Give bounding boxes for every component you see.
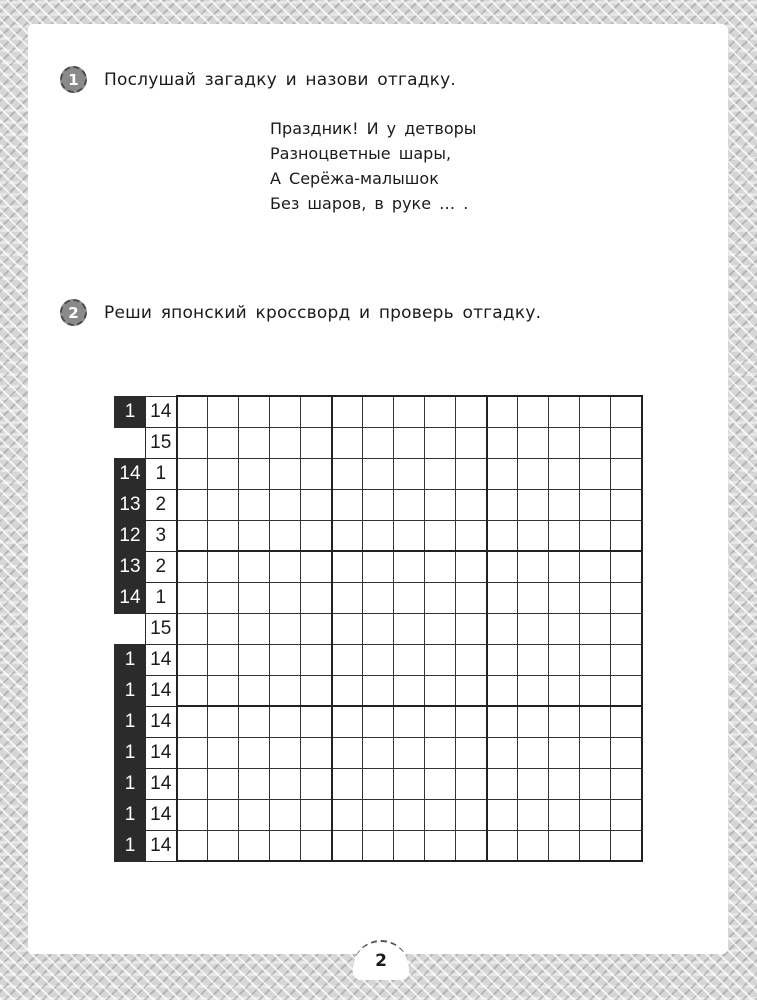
grid-cell[interactable] xyxy=(301,706,332,737)
grid-cell[interactable] xyxy=(518,737,549,768)
grid-cell[interactable] xyxy=(177,613,208,644)
grid-cell[interactable] xyxy=(456,458,487,489)
grid-cell[interactable] xyxy=(394,799,425,830)
grid-cell[interactable] xyxy=(456,644,487,675)
grid-cell[interactable] xyxy=(177,830,208,861)
grid-cell[interactable] xyxy=(487,582,518,613)
grid-cell[interactable] xyxy=(301,520,332,551)
row-clue: 14 xyxy=(146,644,177,675)
grid-cell[interactable] xyxy=(270,737,301,768)
grid-cell[interactable] xyxy=(332,644,363,675)
grid-cell[interactable] xyxy=(580,644,611,675)
grid-cell[interactable] xyxy=(580,551,611,582)
grid-cell[interactable] xyxy=(208,706,239,737)
grid-cell[interactable] xyxy=(177,799,208,830)
grid-cell[interactable] xyxy=(270,613,301,644)
grid-cell[interactable] xyxy=(177,458,208,489)
grid-cell[interactable] xyxy=(270,458,301,489)
grid-cell[interactable] xyxy=(580,489,611,520)
grid-cell[interactable] xyxy=(394,644,425,675)
row-clue: 2 xyxy=(146,489,177,520)
grid-cell[interactable] xyxy=(208,799,239,830)
grid-cell[interactable] xyxy=(518,675,549,706)
crossword-row xyxy=(115,768,642,799)
grid-cell[interactable] xyxy=(239,675,270,706)
grid-cell[interactable] xyxy=(394,768,425,799)
grid-cell[interactable] xyxy=(580,706,611,737)
grid-cell[interactable] xyxy=(363,551,394,582)
grid-cell[interactable] xyxy=(177,644,208,675)
grid-cell[interactable] xyxy=(425,799,456,830)
grid-cell[interactable] xyxy=(363,675,394,706)
grid-cell[interactable] xyxy=(518,830,549,861)
grid-cell[interactable] xyxy=(456,582,487,613)
crossword-row xyxy=(115,551,642,582)
grid-cell[interactable] xyxy=(549,396,580,427)
row-clue: 14 xyxy=(115,582,146,613)
grid-cell[interactable] xyxy=(487,675,518,706)
grid-cell[interactable] xyxy=(611,737,642,768)
grid-cell[interactable] xyxy=(301,613,332,644)
poem-line: Разноцветные шары, xyxy=(270,144,452,163)
grid-cell[interactable] xyxy=(270,644,301,675)
grid-cell[interactable] xyxy=(239,830,270,861)
grid-cell[interactable] xyxy=(270,489,301,520)
grid-cell[interactable] xyxy=(394,520,425,551)
grid-cell[interactable] xyxy=(518,768,549,799)
grid-cell[interactable] xyxy=(270,768,301,799)
crossword-row xyxy=(115,675,642,706)
row-clue: 1 xyxy=(115,830,146,861)
row-clue: 15 xyxy=(146,613,177,644)
grid-cell[interactable] xyxy=(549,830,580,861)
crossword-grid xyxy=(114,395,643,862)
grid-cell[interactable] xyxy=(239,706,270,737)
grid-cell[interactable] xyxy=(208,582,239,613)
row-clue: 1 xyxy=(115,396,146,427)
grid-cell[interactable] xyxy=(208,613,239,644)
grid-cell[interactable] xyxy=(208,396,239,427)
grid-cell[interactable] xyxy=(270,427,301,458)
row-clue: 13 xyxy=(115,489,146,520)
task-2 xyxy=(60,299,541,326)
grid-cell[interactable] xyxy=(425,613,456,644)
grid-cell[interactable] xyxy=(518,458,549,489)
grid-cell[interactable] xyxy=(456,520,487,551)
grid-cell[interactable] xyxy=(208,427,239,458)
grid-cell[interactable] xyxy=(549,458,580,489)
grid-cell[interactable] xyxy=(425,644,456,675)
grid-cell[interactable] xyxy=(456,427,487,458)
grid-cell[interactable] xyxy=(487,489,518,520)
row-clue: 14 xyxy=(146,830,177,861)
crossword-row xyxy=(115,427,642,458)
grid-cell[interactable] xyxy=(518,520,549,551)
grid-cell[interactable] xyxy=(208,768,239,799)
grid-cell[interactable] xyxy=(456,768,487,799)
grid-cell[interactable] xyxy=(239,520,270,551)
grid-cell[interactable] xyxy=(239,644,270,675)
grid-cell[interactable] xyxy=(456,799,487,830)
grid-cell[interactable] xyxy=(456,551,487,582)
grid-cell[interactable] xyxy=(332,582,363,613)
grid-cell[interactable] xyxy=(363,427,394,458)
grid-cell[interactable] xyxy=(394,613,425,644)
crossword-row xyxy=(115,613,642,644)
grid-cell[interactable] xyxy=(611,799,642,830)
grid-cell[interactable] xyxy=(177,706,208,737)
empty-clue-slot xyxy=(115,613,146,644)
crossword-row xyxy=(115,396,642,427)
grid-cell[interactable] xyxy=(208,489,239,520)
grid-cell[interactable] xyxy=(208,675,239,706)
grid-cell[interactable] xyxy=(239,613,270,644)
grid-cell[interactable] xyxy=(425,830,456,861)
crossword-row xyxy=(115,737,642,768)
grid-cell[interactable] xyxy=(177,768,208,799)
grid-cell[interactable] xyxy=(208,458,239,489)
grid-cell[interactable] xyxy=(332,706,363,737)
grid-cell[interactable] xyxy=(549,799,580,830)
row-clue: 12 xyxy=(115,520,146,551)
grid-cell[interactable] xyxy=(487,551,518,582)
grid-cell[interactable] xyxy=(611,706,642,737)
row-clue: 14 xyxy=(146,768,177,799)
grid-cell[interactable] xyxy=(580,737,611,768)
grid-cell[interactable] xyxy=(363,582,394,613)
grid-cell[interactable] xyxy=(425,706,456,737)
row-clue: 13 xyxy=(115,551,146,582)
grid-cell[interactable] xyxy=(332,458,363,489)
task-instruction: Реши японский кроссворд и проверь отгадку. xyxy=(104,302,542,323)
row-clue: 14 xyxy=(146,706,177,737)
grid-cell[interactable] xyxy=(425,551,456,582)
grid-cell[interactable] xyxy=(456,675,487,706)
crossword-row xyxy=(115,706,642,737)
grid-cell[interactable] xyxy=(208,520,239,551)
grid-cell[interactable] xyxy=(611,644,642,675)
grid-cell[interactable] xyxy=(518,396,549,427)
row-clue: 2 xyxy=(146,551,177,582)
grid-cell[interactable] xyxy=(425,396,456,427)
japanese-crossword xyxy=(114,395,643,862)
grid-cell[interactable] xyxy=(301,489,332,520)
crossword-row xyxy=(115,799,642,830)
crossword-row xyxy=(115,582,642,613)
crossword-row xyxy=(115,830,642,861)
grid-cell[interactable] xyxy=(208,737,239,768)
grid-cell[interactable] xyxy=(487,799,518,830)
grid-cell[interactable] xyxy=(580,427,611,458)
grid-cell[interactable] xyxy=(177,520,208,551)
grid-cell[interactable] xyxy=(363,737,394,768)
poem-line: Праздник! И у детворы xyxy=(270,119,477,138)
grid-cell[interactable] xyxy=(425,737,456,768)
grid-cell[interactable] xyxy=(518,613,549,644)
grid-cell[interactable] xyxy=(611,520,642,551)
grid-cell[interactable] xyxy=(301,675,332,706)
grid-cell[interactable] xyxy=(425,489,456,520)
grid-cell[interactable] xyxy=(580,675,611,706)
grid-cell[interactable] xyxy=(425,427,456,458)
grid-cell[interactable] xyxy=(332,675,363,706)
grid-cell[interactable] xyxy=(239,427,270,458)
grid-cell[interactable] xyxy=(580,768,611,799)
poem-line: А Серёжа-малышок xyxy=(270,169,439,188)
row-clue: 15 xyxy=(146,427,177,458)
grid-cell[interactable] xyxy=(270,675,301,706)
grid-cell[interactable] xyxy=(394,582,425,613)
grid-cell[interactable] xyxy=(487,427,518,458)
grid-cell[interactable] xyxy=(518,427,549,458)
row-clue: 1 xyxy=(115,737,146,768)
page-sheet xyxy=(28,24,728,954)
grid-cell[interactable] xyxy=(456,396,487,427)
grid-cell[interactable] xyxy=(487,830,518,861)
grid-cell[interactable] xyxy=(332,799,363,830)
task-instruction: Послушай загадку и назови отгадку. xyxy=(104,69,457,90)
row-clue: 3 xyxy=(146,520,177,551)
grid-cell[interactable] xyxy=(611,458,642,489)
grid-cell[interactable] xyxy=(611,427,642,458)
grid-cell[interactable] xyxy=(549,582,580,613)
grid-cell[interactable] xyxy=(208,551,239,582)
grid-cell[interactable] xyxy=(301,427,332,458)
grid-cell[interactable] xyxy=(394,675,425,706)
row-clue: 14 xyxy=(146,799,177,830)
row-clue: 14 xyxy=(146,396,177,427)
grid-cell[interactable] xyxy=(487,644,518,675)
grid-cell[interactable] xyxy=(611,582,642,613)
grid-cell[interactable] xyxy=(549,489,580,520)
grid-cell[interactable] xyxy=(611,489,642,520)
grid-cell[interactable] xyxy=(394,551,425,582)
grid-cell[interactable] xyxy=(456,489,487,520)
grid-cell[interactable] xyxy=(332,551,363,582)
grid-cell[interactable] xyxy=(456,706,487,737)
grid-cell[interactable] xyxy=(270,396,301,427)
grid-cell[interactable] xyxy=(425,582,456,613)
grid-cell[interactable] xyxy=(239,582,270,613)
grid-cell[interactable] xyxy=(394,427,425,458)
grid-cell[interactable] xyxy=(611,675,642,706)
grid-cell[interactable] xyxy=(177,551,208,582)
grid-cell[interactable] xyxy=(239,737,270,768)
riddle-poem xyxy=(270,116,476,216)
grid-cell[interactable] xyxy=(549,551,580,582)
grid-cell[interactable] xyxy=(518,551,549,582)
grid-cell[interactable] xyxy=(580,799,611,830)
grid-cell[interactable] xyxy=(270,551,301,582)
grid-cell[interactable] xyxy=(270,830,301,861)
grid-cell[interactable] xyxy=(394,458,425,489)
grid-cell[interactable] xyxy=(363,768,394,799)
crossword-row xyxy=(115,644,642,675)
grid-cell[interactable] xyxy=(332,737,363,768)
grid-cell[interactable] xyxy=(611,830,642,861)
grid-cell[interactable] xyxy=(270,706,301,737)
grid-cell[interactable] xyxy=(239,489,270,520)
grid-cell[interactable] xyxy=(239,768,270,799)
grid-cell[interactable] xyxy=(549,613,580,644)
grid-cell[interactable] xyxy=(518,489,549,520)
grid-cell[interactable] xyxy=(363,489,394,520)
grid-cell[interactable] xyxy=(363,396,394,427)
task-1 xyxy=(60,66,456,93)
task-number-badge: 1 xyxy=(60,66,87,93)
grid-cell[interactable] xyxy=(611,768,642,799)
grid-cell[interactable] xyxy=(332,489,363,520)
grid-cell[interactable] xyxy=(549,768,580,799)
grid-cell[interactable] xyxy=(270,520,301,551)
row-clue: 1 xyxy=(115,675,146,706)
grid-cell[interactable] xyxy=(425,458,456,489)
grid-cell[interactable] xyxy=(332,427,363,458)
grid-cell[interactable] xyxy=(301,644,332,675)
grid-cell[interactable] xyxy=(177,396,208,427)
grid-cell[interactable] xyxy=(580,458,611,489)
grid-cell[interactable] xyxy=(301,582,332,613)
grid-cell[interactable] xyxy=(549,737,580,768)
grid-cell[interactable] xyxy=(301,458,332,489)
row-clue: 1 xyxy=(115,799,146,830)
grid-cell[interactable] xyxy=(363,520,394,551)
grid-cell[interactable] xyxy=(487,613,518,644)
row-clue: 1 xyxy=(146,458,177,489)
grid-cell[interactable] xyxy=(394,396,425,427)
grid-cell[interactable] xyxy=(394,706,425,737)
grid-cell[interactable] xyxy=(270,582,301,613)
grid-cell[interactable] xyxy=(332,768,363,799)
grid-cell[interactable] xyxy=(456,830,487,861)
row-clue: 14 xyxy=(146,675,177,706)
grid-cell[interactable] xyxy=(177,675,208,706)
grid-cell[interactable] xyxy=(487,458,518,489)
grid-cell[interactable] xyxy=(456,737,487,768)
grid-cell[interactable] xyxy=(549,706,580,737)
grid-cell[interactable] xyxy=(363,830,394,861)
grid-cell[interactable] xyxy=(611,613,642,644)
grid-cell[interactable] xyxy=(239,396,270,427)
grid-cell[interactable] xyxy=(301,768,332,799)
crossword-row xyxy=(115,489,642,520)
grid-cell[interactable] xyxy=(270,799,301,830)
task-number-badge: 2 xyxy=(60,299,87,326)
row-clue: 14 xyxy=(115,458,146,489)
grid-cell[interactable] xyxy=(580,613,611,644)
row-clue: 1 xyxy=(115,768,146,799)
grid-cell[interactable] xyxy=(611,396,642,427)
grid-cell[interactable] xyxy=(363,644,394,675)
crossword-row xyxy=(115,520,642,551)
grid-cell[interactable] xyxy=(549,644,580,675)
grid-cell[interactable] xyxy=(363,458,394,489)
grid-cell[interactable] xyxy=(580,396,611,427)
grid-cell[interactable] xyxy=(518,799,549,830)
grid-cell[interactable] xyxy=(208,644,239,675)
poem-line: Без шаров, в руке … . xyxy=(270,194,469,213)
grid-cell[interactable] xyxy=(549,520,580,551)
grid-cell[interactable] xyxy=(332,396,363,427)
grid-cell[interactable] xyxy=(208,830,239,861)
grid-cell[interactable] xyxy=(394,489,425,520)
empty-clue-slot xyxy=(115,427,146,458)
grid-cell[interactable] xyxy=(425,768,456,799)
grid-cell[interactable] xyxy=(487,706,518,737)
grid-cell[interactable] xyxy=(518,644,549,675)
grid-cell[interactable] xyxy=(363,613,394,644)
grid-cell[interactable] xyxy=(456,613,487,644)
grid-cell[interactable] xyxy=(239,799,270,830)
grid-cell[interactable] xyxy=(177,427,208,458)
grid-cell[interactable] xyxy=(487,520,518,551)
grid-cell[interactable] xyxy=(177,489,208,520)
grid-cell[interactable] xyxy=(580,582,611,613)
grid-cell[interactable] xyxy=(487,396,518,427)
page-number: 2 xyxy=(353,940,409,980)
grid-cell[interactable] xyxy=(239,458,270,489)
grid-cell[interactable] xyxy=(332,613,363,644)
grid-cell[interactable] xyxy=(425,675,456,706)
grid-cell[interactable] xyxy=(394,830,425,861)
grid-cell[interactable] xyxy=(363,706,394,737)
crossword-row xyxy=(115,458,642,489)
grid-cell[interactable] xyxy=(394,737,425,768)
row-clue: 1 xyxy=(115,706,146,737)
grid-cell[interactable] xyxy=(301,551,332,582)
grid-cell[interactable] xyxy=(177,582,208,613)
grid-cell[interactable] xyxy=(611,551,642,582)
grid-cell[interactable] xyxy=(580,830,611,861)
grid-cell[interactable] xyxy=(487,768,518,799)
grid-cell[interactable] xyxy=(549,427,580,458)
grid-cell[interactable] xyxy=(549,675,580,706)
row-clue: 1 xyxy=(146,582,177,613)
row-clue: 1 xyxy=(115,644,146,675)
row-clue: 14 xyxy=(146,737,177,768)
grid-cell[interactable] xyxy=(301,396,332,427)
grid-cell[interactable] xyxy=(332,830,363,861)
grid-cell[interactable] xyxy=(301,830,332,861)
grid-cell[interactable] xyxy=(580,520,611,551)
grid-cell[interactable] xyxy=(332,520,363,551)
grid-cell[interactable] xyxy=(301,737,332,768)
grid-cell[interactable] xyxy=(518,582,549,613)
grid-cell[interactable] xyxy=(239,551,270,582)
grid-cell[interactable] xyxy=(487,737,518,768)
grid-cell[interactable] xyxy=(363,799,394,830)
grid-cell[interactable] xyxy=(301,799,332,830)
grid-cell[interactable] xyxy=(425,520,456,551)
grid-cell[interactable] xyxy=(177,737,208,768)
grid-cell[interactable] xyxy=(518,706,549,737)
